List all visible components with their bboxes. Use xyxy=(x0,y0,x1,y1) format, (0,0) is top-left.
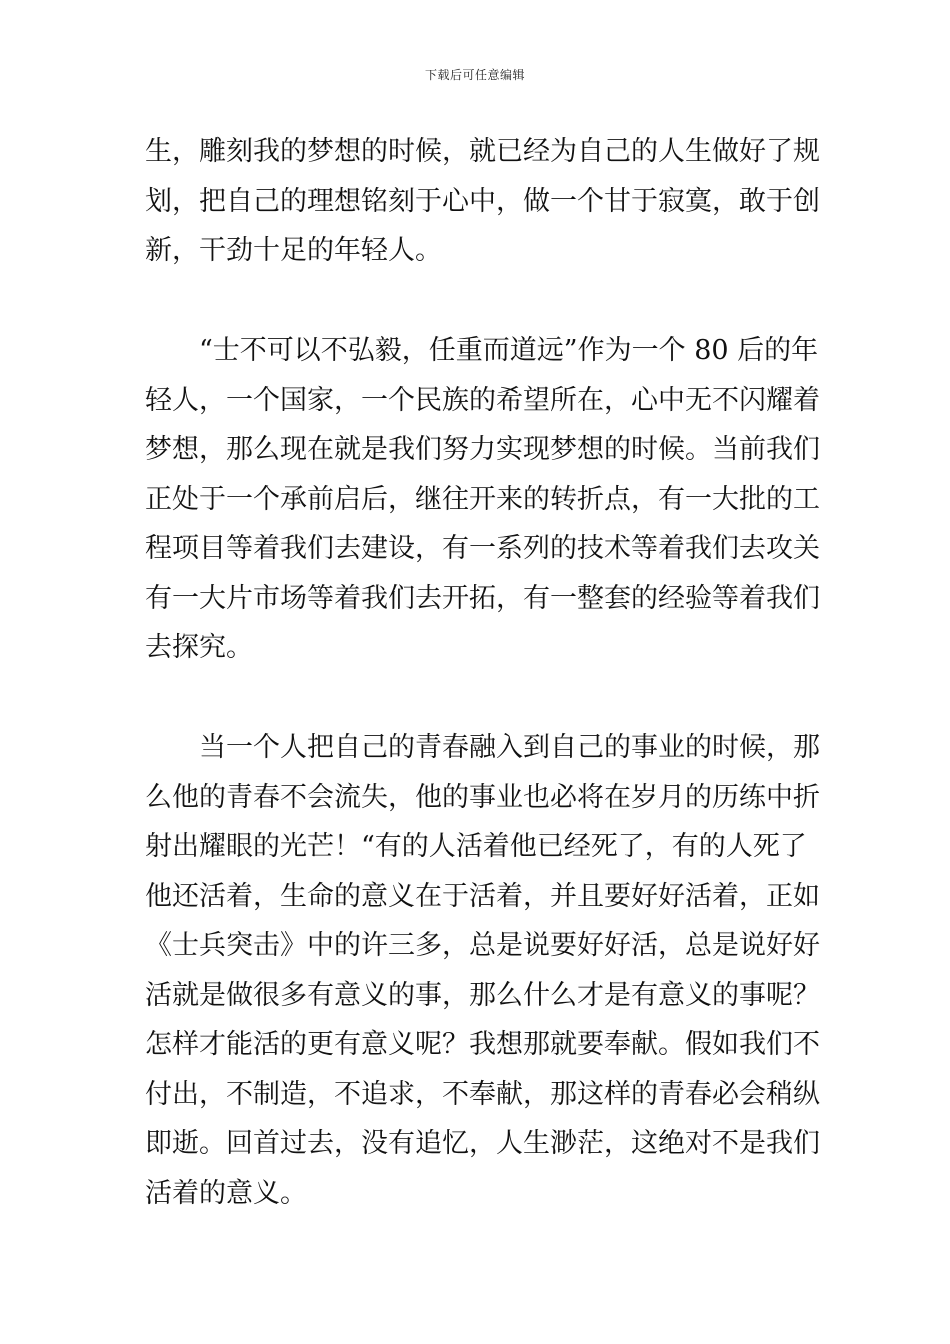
paragraph-line: 当一个人把自己的青春融入到自己的事业的时候，那 xyxy=(199,732,820,763)
paragraph-line: 怎样才能活的更有意义呢？我想那就要奉献。假如我们不 xyxy=(145,1029,820,1060)
paragraph-line: 即逝。回首过去，没有追忆，人生渺茫，这绝对不是我们 xyxy=(145,1128,820,1159)
paragraph-line: 射出耀眼的光芒！“有的人活着他已经死了，有的人死了 xyxy=(145,831,807,862)
paragraph-line: “士不可以不弘毅，任重而道远”作为一个 80 后的年 xyxy=(199,335,819,366)
paragraph-line: 《士兵突击》中的许三多，总是说要好好活，总是说好好 xyxy=(145,930,820,961)
paragraph-3 xyxy=(145,723,820,1218)
paragraph-line: 付出，不制造，不追求，不奉献，那这样的青春必会稍纵 xyxy=(145,1078,820,1110)
paragraph-line: 轻人，一个国家，一个民族的希望所在，心中无不闪耀着 xyxy=(145,384,820,416)
paragraph-line: 么他的青春不会流失，他的事业也必将在岁月的历练中折 xyxy=(145,781,820,813)
paragraph-line: 他还活着，生命的意义在于活着，并且要好好活着，正如 xyxy=(145,880,820,912)
paragraph-line: 正处于一个承前启后，继往开来的转折点，有一大批的工 xyxy=(145,483,820,515)
paragraph-line: 活就是做很多有意义的事，那么什么才是有意义的事呢？ xyxy=(145,979,820,1011)
paragraph-line: 生，雕刻我的梦想的时候，就已经为自己的人生做好了规 xyxy=(145,136,820,167)
paragraph-line: 程项目等着我们去建设，有一系列的技术等着我们去攻关 xyxy=(145,533,820,564)
paragraph-line: 去探究。 xyxy=(145,632,253,663)
paragraph-2 xyxy=(145,326,820,673)
paragraph-1 xyxy=(145,127,820,276)
paragraph-line: 梦想，那么现在就是我们努力实现梦想的时候。当前我们 xyxy=(145,434,820,465)
paragraph-line: 划，把自己的理想铭刻于心中，做一个甘于寂寞，敢于创 xyxy=(145,185,820,217)
paragraph-line: 有一大片市场等着我们去开拓，有一整套的经验等着我们 xyxy=(145,582,820,614)
paragraph-line: 活着的意义。 xyxy=(145,1177,307,1209)
paragraph-line: 新，干劲十足的年轻人。 xyxy=(145,235,442,266)
page-header: 下载后可任意编辑 xyxy=(424,68,525,82)
